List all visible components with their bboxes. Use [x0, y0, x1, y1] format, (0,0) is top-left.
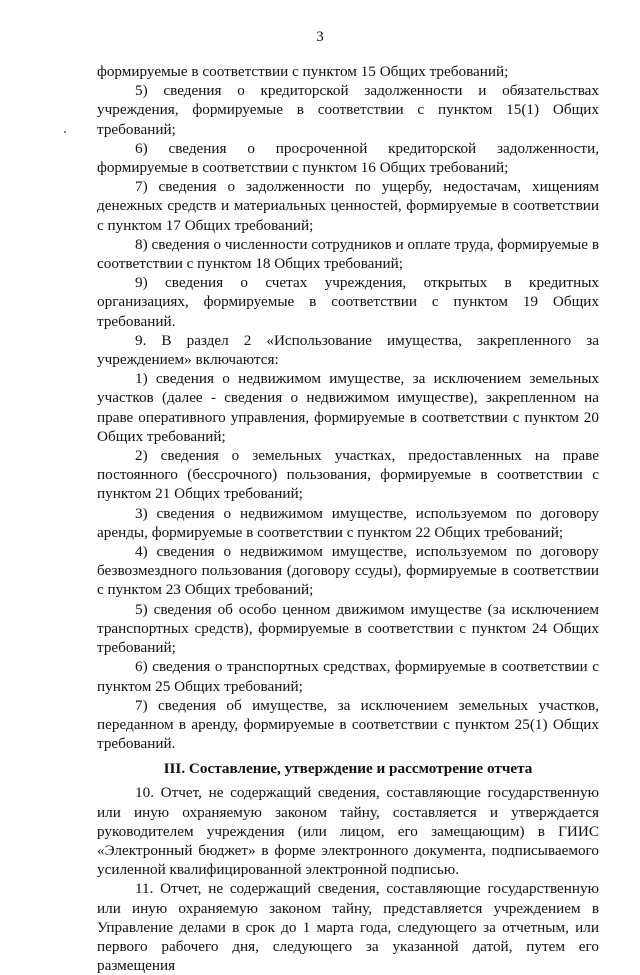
clause-10-report-approval: 10. Отчет, не содержащий сведения, составляющие государственную или иную охраняемую законом тайну, составляется и утверждается руководителем учреждения (или лицом, его замещающим) в ГИИС «Электронный бюджет» в форме электронного документа, подписываемого усиленной квалифицированной электронной подписью.: [97, 784, 599, 879]
list-item-4-free-use-property: 4) сведения о недвижимом имуществе, используемом по договору безвозмездного пользования (договору ссуды), формируемые в соответствии с пунктом 23 Общих требований;: [97, 543, 599, 599]
section-heading: III. Составление, утверждение и рассмотрение отчета: [163, 760, 533, 778]
list-item-9-bank-accounts: 9) сведения о счетах учреждения, открытых в кредитных организациях, формируемые в соответствии с пунктом 19 Общих требований.: [97, 274, 599, 330]
clause-11-report-submission: 11. Отчет, не содержащий сведения, составляющие государственную или иную охраняемую законом тайну, представляется учреждением в Управление делами в срок до 1 марта года, следующего за отчетным, или первого рабочего дня, следующего за указанной датой, путем его размещения: [97, 880, 599, 975]
list-item-6-overdue-payables: 6) сведения о просроченной кредиторской задолженности, формируемые в соответствии с пунктом 16 Общих требований;: [97, 139, 599, 177]
list-item-7-leased-out-property: 7) сведения об имуществе, за исключением земельных участков, переданном в аренду, формируемые в соответствии с пунктом 25(1) Общих требований.: [97, 696, 599, 753]
list-item-7-damage-debt: 7) сведения о задолженности по ущербу, недостачам, хищениям денежных средств и материальных ценностей, формируемые в соответствии с пунктом 17 Общих требований;: [97, 178, 599, 234]
list-item-2-land-plots: 2) сведения о земельных участках, предоставленных на праве постоянного (бессрочного) пользования, формируемые в соответствии с пунктом 21 Общих требований;: [97, 447, 599, 503]
list-item-5-valuable-movables: 5) сведения об особо ценном движимом имуществе (за исключением транспортных средств), формируемые в соответствии с пунктом 24 Общих требований;: [97, 600, 599, 657]
document-body: [97, 62, 599, 975]
clause-9-section-2: 9. В раздел 2 «Использование имущества, закрепленного за учреждением» включаются:: [97, 331, 599, 369]
scan-speck: [64, 131, 66, 133]
list-item-5-accounts-payable: 5) сведения о кредиторской задолженности и обязательствах учреждения, формируемые в соответствии с пунктом 15(1) Общих требований;: [97, 82, 599, 138]
list-item-6-vehicles: 6) сведения о транспортных средствах, формируемые в соответствии с пунктом 25 Общих требований;: [97, 658, 599, 695]
paragraph-continuation: формируемые в соответствии с пунктом 15 Общих требований;: [97, 63, 509, 80]
list-item-8-staff-count: 8) сведения о численности сотрудников и оплате труда, формируемые в соответствии с пунктом 18 Общих требований;: [97, 235, 599, 273]
page-number: 3: [316, 29, 324, 45]
list-item-1-real-estate: 1) сведения о недвижимом имуществе, за исключением земельных участков (далее - сведения о недвижимом имуществе), закрепленном на праве оперативного управления, формируемые в соответствии с пунктом 20 Общих требований;: [97, 370, 599, 445]
list-item-3-leased-property: 3) сведения о недвижимом имуществе, используемом по договору аренды, формируемые в соответствии с пунктом 22 Общих требований;: [97, 504, 599, 541]
